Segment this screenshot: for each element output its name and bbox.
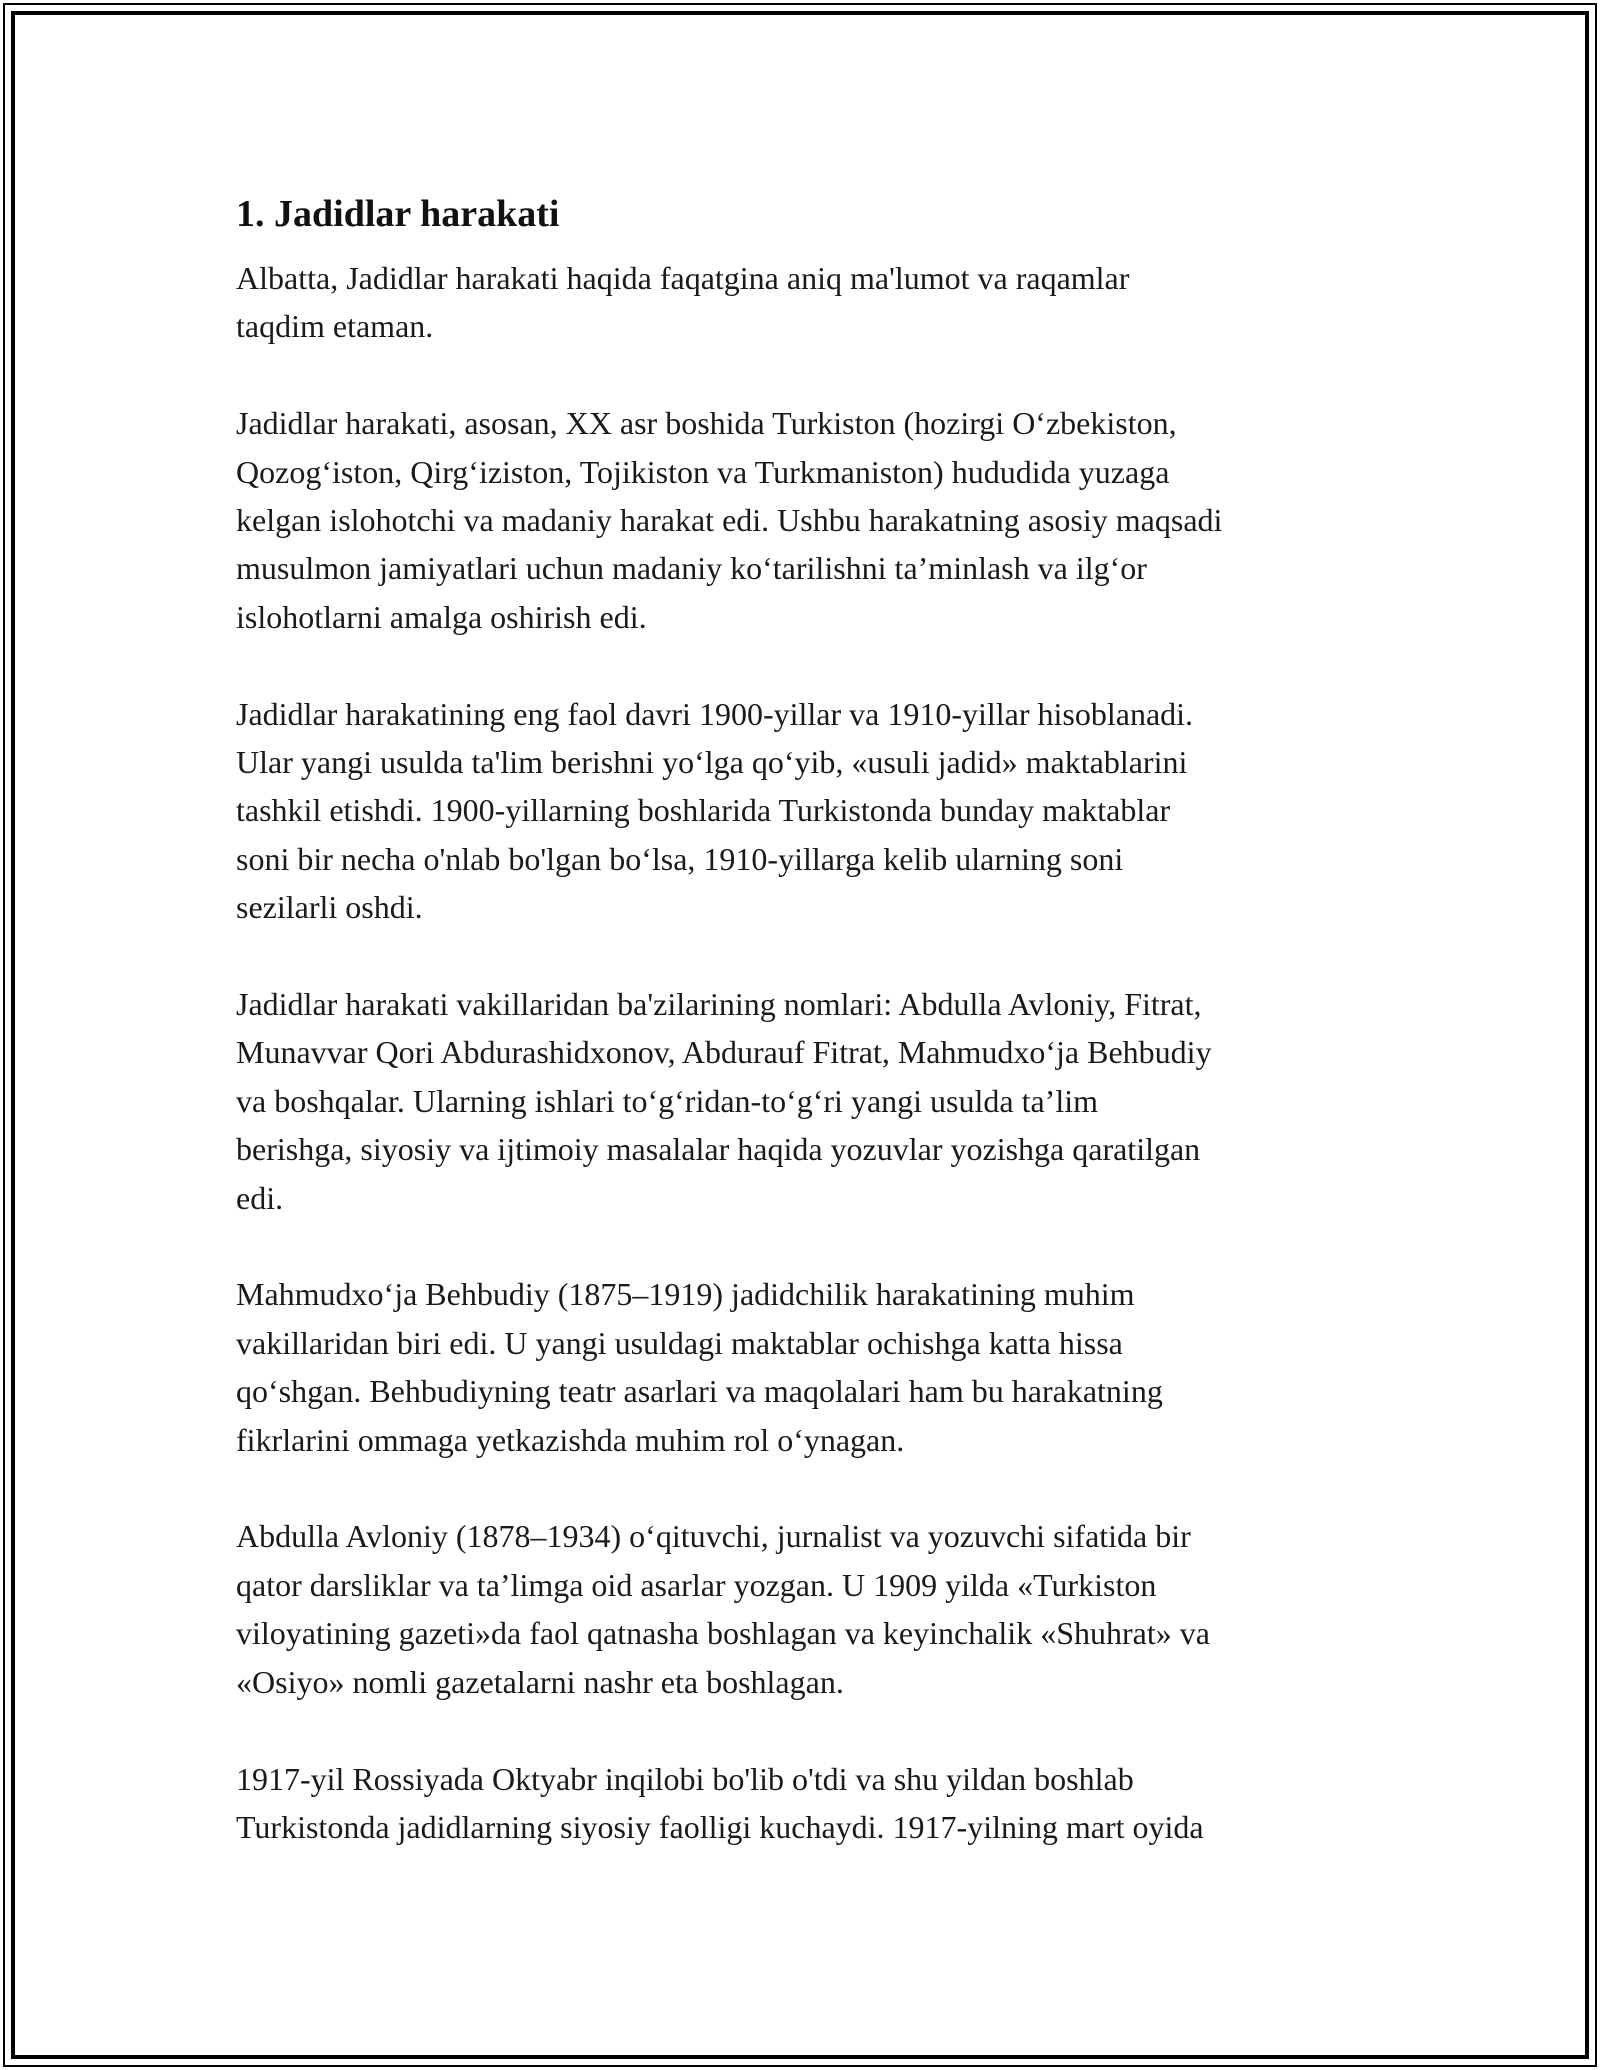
paragraph-intro: Albatta, Jadidlar harakati haqida faqatgina aniq ma'lumot va raqamlar taqdim etaman. [236,260,1130,345]
paragraph-1917: 1917-yil Rossiyada Oktyabr inqilobi bo'lib o'tdi va shu yildan boshlab Turkistonda jadidlarning siyosiy faolligi kuchaydi. 1917-yilning mart oyida [236,1760,1204,1845]
paragraph-representatives: Jadidlar harakati vakillaridan ba'zilarining nomlari: Abdulla Avloniy, Fitrat, Munavvar Qori Abdurashidxonov, Abdurauf Fitrat, Mahmudxo‘ja Behbudiy va boshqalar. Ularning ishlari to‘g‘ridan-to‘g‘ri yangi usulda ta’lim berishga, siyosiy va ijtimoiy masalalar haqida yozuvlar yozishga qaratilgan edi. [236,986,1212,1216]
paragraph-overview: Jadidlar harakati, asosan, XX asr boshida Turkiston (hozirgi O‘zbekiston, Qozog‘iston, Qirg‘iziston, Tojikiston va Turkmaniston) hududida yuzaga kelgan islohotchi va madaniy harakat edi. Ushbu harakatning asosiy maqsadi musulmon jamiyatlari uchun madaniy ko‘tarilishni ta’minlash va ilg‘or islohotlarni amalga oshirish edi. [236,405,1223,635]
document-body [236,186,1366,1851]
paragraph-active-period: Jadidlar harakatining eng faol davri 1900-yillar va 1910-yillar hisoblanadi. Ular yangi usulda ta'lim berishni yo‘lga qo‘yib, «usuli jadid» maktablarini tashkil etishdi. 1900-yillarning boshlarida Turkistonda bunday maktablar soni bir necha o'nlab bo'lgan bo‘lsa, 1910-yillarga kelib ularning soni sezilarli oshdi. [236,695,1194,926]
paragraph-behbudiy: Mahmudxo‘ja Behbudiy (1875–1919) jadidchilik harakatining muhim vakillaridan biri edi. U yangi usuldagi maktablar ochishga katta hissa qo‘shgan. Behbudiyning teatr asarlari va maqolalari ham bu harakatning fikrlarini ommaga yetkazishda muhim rol o‘ynagan. [236,1276,1163,1458]
paragraph-avloniy: Abdulla Avloniy (1878–1934) o‘qituvchi, jurnalist va yozuvchi sifatida bir qator darsliklar va ta’limga oid asarlar yozgan. U 1909 yilda «Turkiston viloyatining gazeti»da faol qatnasha boshlagan va keyinchalik «Shuhrat» va «Osiyo» nomli gazetalarni nashr eta boshlagan. [236,1518,1210,1700]
section-heading: 1. Jadidlar harakati [236,193,560,235]
